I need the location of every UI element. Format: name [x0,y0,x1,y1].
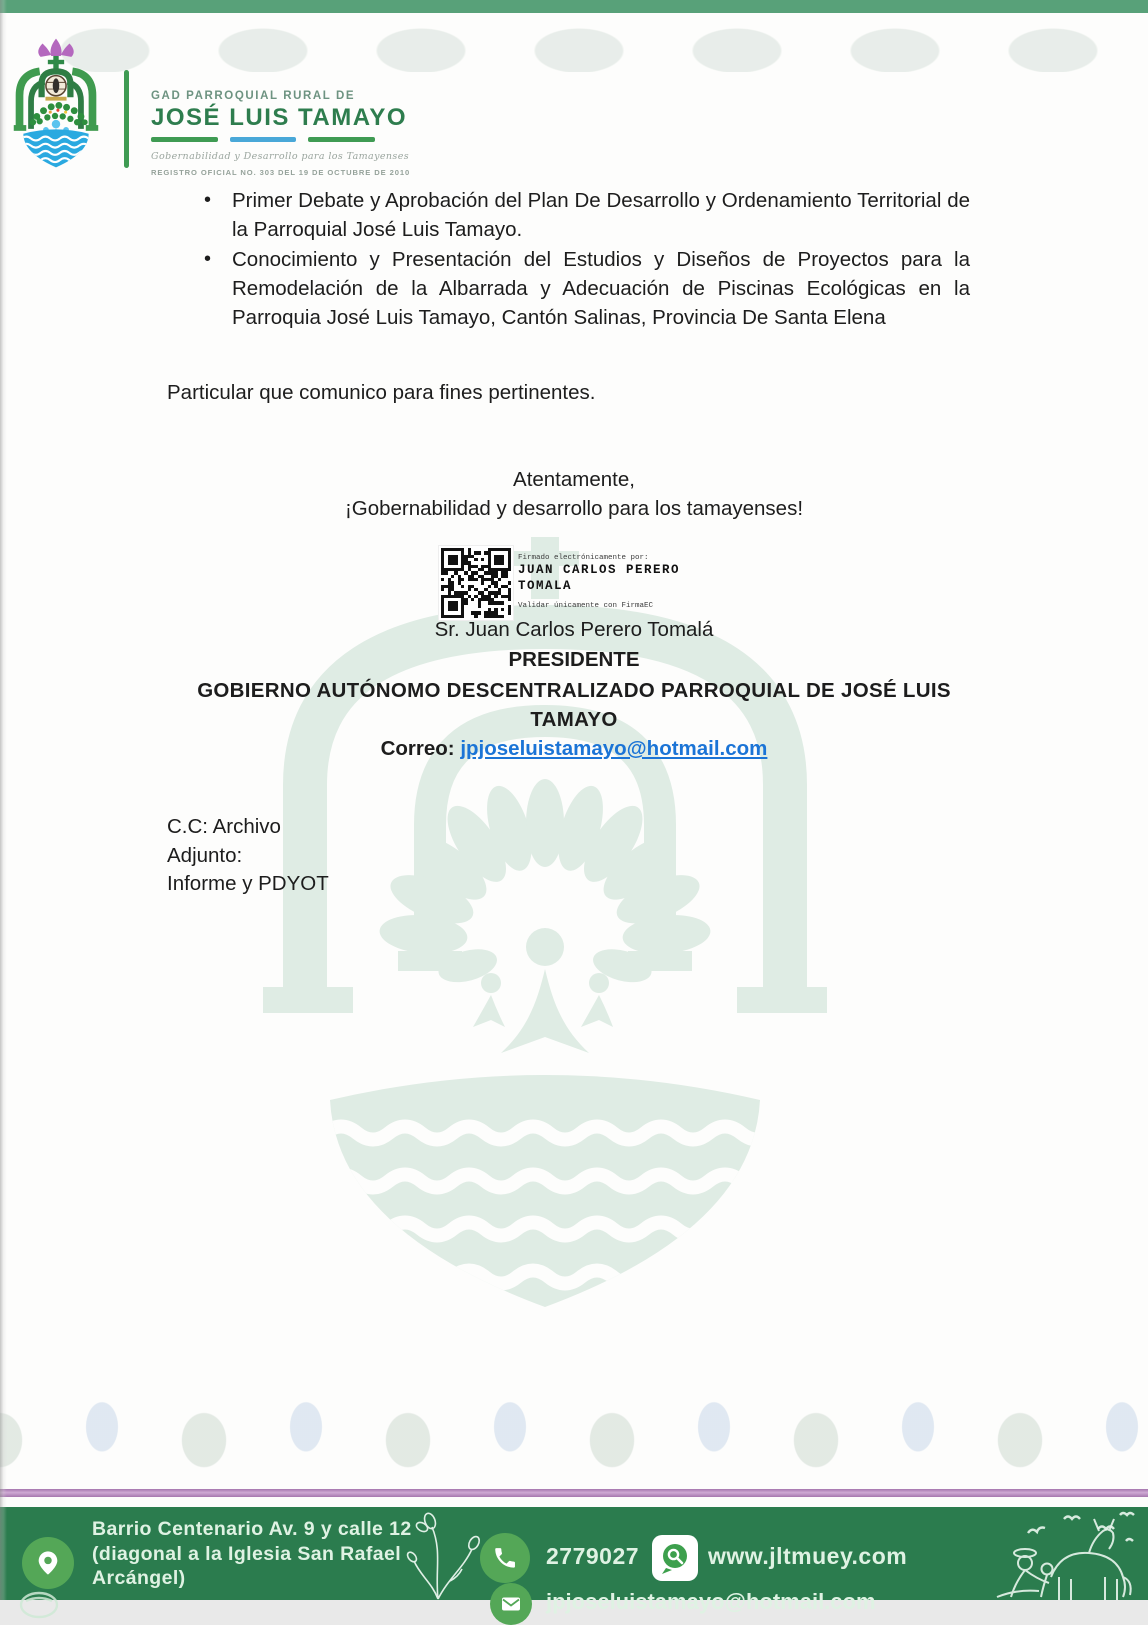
attachment-line: Informe y PDYOT [167,872,329,895]
org-name: JOSÉ LUIS TAMAYO [151,104,408,131]
footer-website[interactable]: www.jltmuey.com [708,1543,908,1569]
signature-label-bottom: Validar únicamente con FirmaEC [518,602,654,610]
phone-icon [480,1533,530,1583]
signer-name: Sr. Juan Carlos Perero Tomalá [434,618,714,641]
footer-address [92,1517,412,1591]
bullet-item [198,186,970,244]
email-link[interactable]: jpjoseluistamayo@hotmail.com [460,737,768,760]
bullet-text: Primer Debate y Aprobación del Plan De Desarrollo y Ordenamiento Territorial de la Parroquial José Luis Tamayo. [232,189,970,241]
cc-line: C.C: Archivo [167,815,281,838]
footer-phone[interactable]: 2779027 [546,1543,640,1569]
letterhead-divider [124,70,129,168]
donkey-farmer-illustration [913,1525,1148,1600]
letterhead-text [151,90,410,177]
email-label: Correo: [380,737,455,760]
signature-label-top: Firmado electrónicamente por: [518,554,649,562]
signer-org-line1: GOBIERNO AUTÓNOMO DESCENTRALIZADO PARROQUIAL DE JOSÉ LUIS [197,679,951,702]
attachment-label: Adjunto: [167,843,243,867]
email-line [140,737,1008,761]
address-line2: (diagonal a la Iglesia San Rafael [92,1542,402,1565]
letterhead-bars [151,137,375,142]
footer-email[interactable]: jpjoseluistamayo@hotmail.com [546,1589,876,1614]
bullet-list [198,186,970,333]
salutation: Atentamente, [513,468,635,491]
address-line3: Arcángel) [92,1567,186,1589]
org-tagline: Gobernabilidad y Desarrollo para los Tamayenses [151,151,409,162]
location-pin-icon [22,1537,74,1589]
bullet-item [198,245,970,332]
cc-block [167,813,329,899]
signer-org-line2: TAMAYO [530,708,618,731]
motto: ¡Gobernabilidad y desarrollo para los tamayenses! [344,497,804,520]
address-line1: Barrio Centenario Av. 9 y calle 12 [92,1518,412,1540]
digital-signature-block [438,545,680,621]
bullet-text: Conocimiento y Presentación del Estudios y Diseños de Proyectos para la Remodelación de la Albarrada y Adecuación de Piscinas Ecológicas en la Parroquia José Luis Tamayo, Cantón Salinas, Provincia De Santa Elena [232,248,970,329]
closing-note: Particular que comunico para fines pertinentes. [167,381,596,404]
signature-text [518,545,680,610]
top-green-bar [0,0,1148,13]
org-registro: REGISTRO OFICIAL NO. 303 DEL 19 DE OCTUBRE DE 2010 [151,168,411,177]
signer-title: PRESIDENTE [508,648,640,671]
letterhead [8,34,410,177]
org-crest-logo [8,34,104,172]
flower-decoration-icon [392,1509,484,1600]
footer [0,1507,1148,1614]
org-type-label: GAD PARROQUIAL RURAL DE [151,90,356,102]
qr-code [438,545,514,621]
signer-org [140,676,1008,734]
partial-wheel-icon [16,1587,62,1607]
signature-name-line2: TOMALA [518,579,573,593]
website-icon [652,1535,698,1581]
email-icon [490,1583,532,1625]
signature-name-line1: JUAN CARLOS PERERO [518,563,681,577]
scan-edge [0,0,7,1600]
